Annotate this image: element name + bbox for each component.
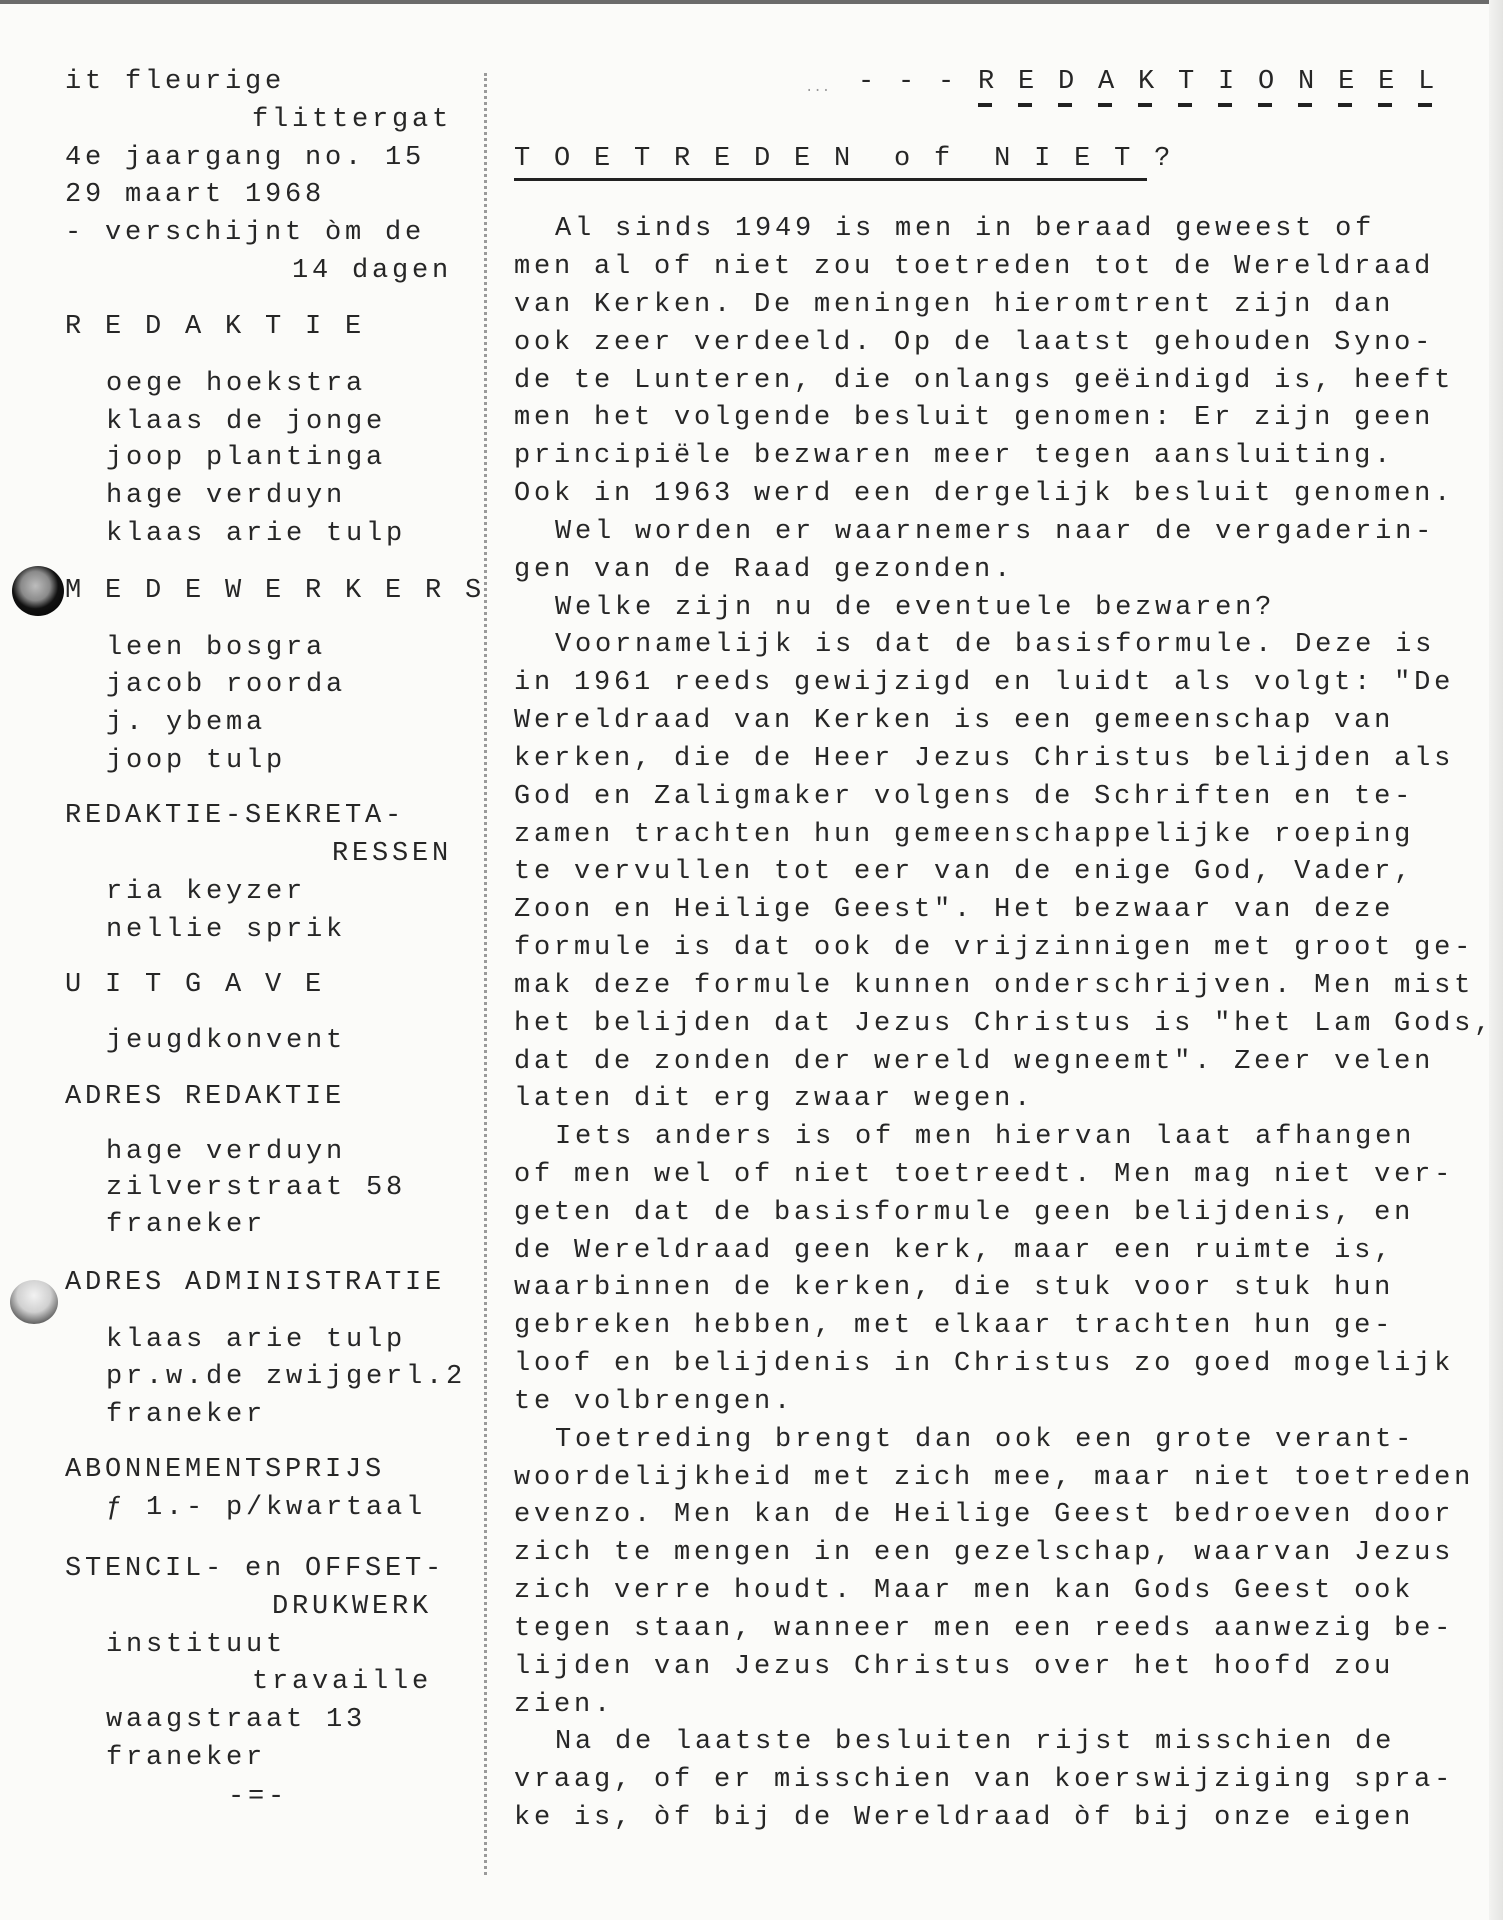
dots: ... [805,80,831,96]
page-top-edge [0,0,1503,4]
printer-line: waagstraat 13 [106,1705,367,1736]
punch-hole [12,566,64,616]
staff-name: leen bosgra [106,633,327,664]
issue-date: 29 maart 1968 [65,180,326,210]
article-line: evenzo. Men kan de Heilige Geest bedroeven door [514,1500,1455,1531]
article-line: formule is dat ook de vrijzinnigen met groot ge- [514,933,1475,964]
staff-name: nellie sprik [106,915,347,945]
article-line: men al of niet zou toetreden tot de Wereldraad [514,252,1435,283]
article-line: waarbinnen de kerken, die stuk voor stuk hun [514,1273,1395,1304]
article-line: Al sinds 1949 is men in beraad geweest of [555,214,1376,245]
article-line: principiële bezwaren meer tegen aansluiting. [514,441,1395,472]
article-line: gebreken hebben, met elkaar trachten hun ge- [514,1311,1395,1342]
staff-name: oege hoekstra [106,368,367,399]
article-line: ook zeer verdeeld. Op de laatst gehouden Syno- [514,327,1435,358]
section-heading: ADRES ADMINISTRATIE [65,1267,446,1298]
article-line: geten dat de basisformule geen belijdenis, en [514,1197,1415,1228]
article-line: zien. [514,1689,615,1720]
article-line: mak deze formule kunnen onderschrijven. Men mist [514,970,1475,1001]
article-line: tegen staan, wanneer men een reeds aanwezig be- [514,1613,1455,1644]
page-right-edge [1489,0,1503,1920]
article-line: het belijden dat Jezus Christus is "het Lam Gods, [514,1008,1495,1039]
section-heading: ABONNEMENTSPRIJS [65,1455,386,1486]
article-line: Welke zijn nu de eventuele bezwaren? [555,592,1276,623]
article-line: te vervullen tot eer van de enige God, Vader, [514,857,1415,888]
end-mark: -=- [228,1782,289,1813]
section-heading: R E D A K T I E [65,312,366,343]
section-heading: U I T G A V E [65,970,326,1001]
article-line: ke is, òf bij de Wereldraad òf bij onze eigen [514,1803,1415,1834]
article-line: zamen trachten hun gemeenschappelijke roeping [514,819,1415,850]
staff-name: ria keyzer [106,877,307,908]
address-line: franeker [106,1400,267,1431]
section-label-underline [978,103,1454,107]
article-line: kerken, die de Heer Jezus Christus belijden als [514,743,1455,774]
article-title: T O E T R E D E N o f N I E T ? [514,144,1175,174]
frequency: - verschijnt òm de [65,217,426,248]
article-line: Iets anders is of men hiervan laat afhangen [555,1122,1416,1153]
column-divider [484,73,487,1875]
article-line: Na de laatste besluiten rijst misschien de [555,1727,1396,1758]
punch-hole [10,1280,58,1324]
staff-name: joop plantinga [106,443,387,474]
address-line: klaas arie tulp [106,1325,407,1356]
article-line: loof en belijdenis in Christus zo goed mogelijk [514,1349,1455,1380]
article-line: in 1961 reeds gewijzigd en luidt als volgt: "De [514,668,1455,699]
printer-line: travaille [251,1667,432,1698]
article-title-underline [514,178,1147,181]
masthead-title: it fleurige [65,67,286,98]
article-line: zich verre houdt. Maar men kan Gods Geest ook [514,1576,1415,1607]
article-line: of men wel of niet toetreedt. Men mag niet ver- [514,1160,1455,1190]
address-line: zilverstraat 58 [106,1173,407,1204]
article-line: zich te mengen in een gezelschap, waarvan Jezus [514,1538,1455,1569]
article-line: woordelijkheid met zich mee, maar niet toetreden [514,1462,1475,1493]
address-line: franeker [106,1210,267,1241]
article-line: Ook in 1963 werd een dergelijk besluit genomen. [514,479,1455,510]
section-heading: ADRES REDAKTIE [65,1081,346,1112]
article-line: men het volgende besluit genomen: Er zijn geen [514,403,1435,434]
section-heading: RESSEN [331,839,452,870]
article-line: dat de zonden der wereld wegneemt". Zeer velen [514,1046,1435,1077]
staff-name: klaas arie tulp [106,519,407,550]
section-heading: M E D E W E R K E R S [65,575,486,606]
section-heading: DRUKWERK [271,1592,432,1623]
printer-line: instituut [106,1630,287,1661]
section-label: - - - R E D A K T I O N E E L [858,67,1439,97]
address-line: pr.w.de zwijgerl.2 [106,1362,467,1393]
article-line: gen van de Raad gezonden. [514,554,1015,585]
article-line: van Kerken. De meningen hieromtrent zijn dan [514,289,1395,320]
article-line: God en Zaligmaker volgens de Schriften en te- [514,781,1415,812]
article-line: Wereldraad van Kerken is een gemeenschap van [514,706,1395,737]
article-line: de Wereldraad geen kerk, maar een ruimte is, [514,1235,1395,1266]
article-line: de te Lunteren, die onlangs geëindigd is, heeft [514,365,1455,396]
staff-name: hage verduyn [106,481,347,512]
article-line: vraag, of er misschien van koerswijziging spra- [514,1765,1455,1796]
article-line: Wel worden er waarnemers naar de vergaderin- [555,516,1436,547]
staff-name: jacob roorda [106,670,347,700]
article-line: lijden van Jezus Christus over het hoofd zou [514,1651,1395,1682]
article-line: laten dit erg zwaar wegen. [514,1084,1035,1115]
staff-name: j. ybema [106,707,267,738]
masthead-title: flittergat [251,105,452,136]
section-heading: STENCIL- en OFFSET- [65,1554,446,1585]
subscription-price: ƒ 1.- p/kwartaal [106,1493,427,1524]
article-line: Voornamelijk is dat de basisformule. Deze is [555,630,1436,661]
article-line: Zoon en Heilige Geest". Het bezwaar van deze [514,895,1395,926]
article-line: te volbrengen. [514,1386,795,1417]
publisher: jeugdkonvent [106,1026,347,1057]
staff-name: joop tulp [106,745,287,776]
section-heading: REDAKTIE-SEKRETA- [65,801,406,832]
printer-line: franeker [106,1743,267,1774]
address-line: hage verduyn [106,1136,347,1167]
article-line: Toetreding brengt dan ook een grote verant- [555,1424,1416,1455]
issue-number: 4e jaargang no. 15 [65,143,426,174]
staff-name: klaas de jonge [106,406,387,437]
frequency: 14 dagen [291,255,452,286]
